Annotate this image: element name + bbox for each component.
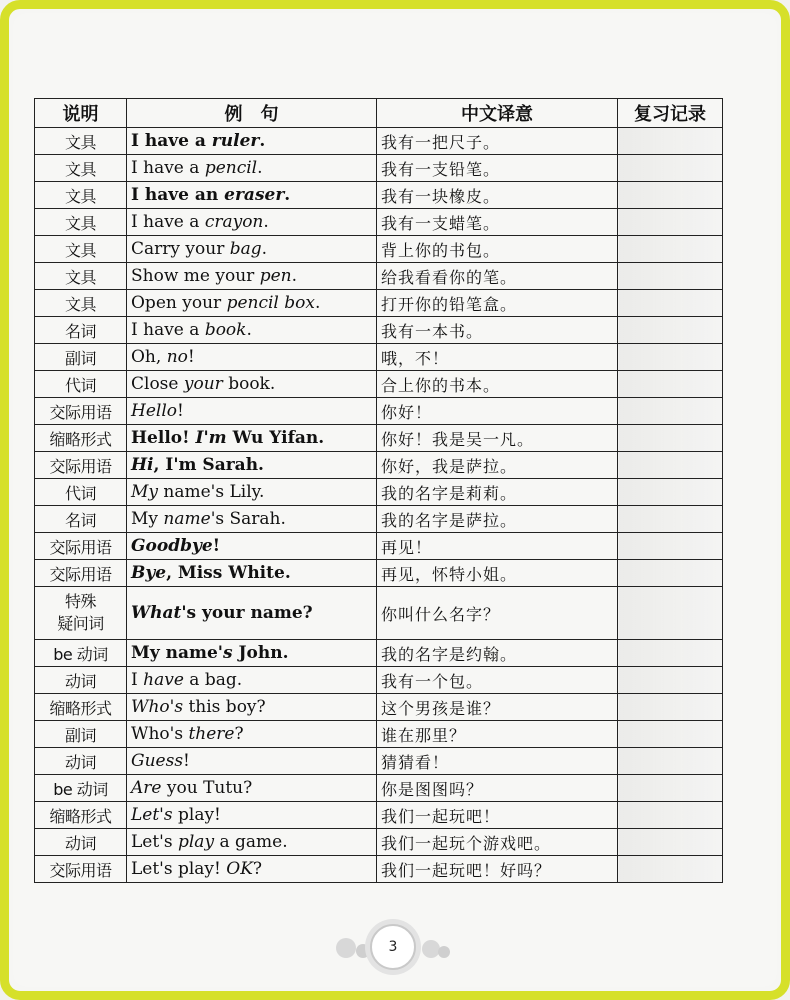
sentence-key-word: your [183,374,223,394]
sentence-suffix: . [263,212,269,232]
row-review-record [618,721,723,748]
row-review-record [618,317,723,344]
row-category: 交际用语 [35,856,127,883]
row-review-record [618,209,723,236]
sentence-suffix: , I'm Sarah. [153,455,264,475]
row-chinese-translation: 我们一起玩个游戏吧。 [377,829,618,856]
row-review-record [618,128,723,155]
sentence-prefix: Show me your [131,266,260,286]
page-number-badge [330,918,460,970]
row-example-sentence [127,694,377,721]
row-chinese-translation: 我的名字是约翰。 [377,640,618,667]
row-review-record [618,829,723,856]
row-review-record [618,479,723,506]
sentence-key-word: pencil box [226,293,315,313]
sentence-key-word: play [177,832,215,852]
row-chinese-translation: 背上你的书包。 [377,236,618,263]
sentence-key-word: 's [217,643,233,663]
row-example-sentence [127,829,377,856]
row-chinese-translation: 我有一个包。 [377,667,618,694]
sentence-suffix: . [246,320,252,340]
row-example-sentence [127,182,377,209]
row-chinese-translation: 这个男孩是谁？ [377,694,618,721]
table-row [35,694,723,721]
row-review-record [618,694,723,721]
row-example-sentence [127,209,377,236]
sentence-suffix: a bag. [183,670,243,690]
table-row [35,209,723,236]
row-chinese-translation: 我的名字是莉莉。 [377,479,618,506]
header-translation: 中文译意 [377,99,618,128]
sentence-suffix: . [284,185,291,205]
sentence-prefix: Oh, [131,347,167,367]
row-category: 副词 [35,344,127,371]
row-category: 文具 [35,236,127,263]
row-example-sentence [127,856,377,883]
row-chinese-translation: 我有一把尺子。 [377,128,618,155]
table-row [35,155,723,182]
row-review-record [618,398,723,425]
table-row [35,640,723,667]
row-review-record [618,182,723,209]
table-row [35,587,723,640]
row-review-record [618,344,723,371]
row-category: 名词 [35,506,127,533]
sentence-key-word: Are [131,778,162,798]
row-example-sentence [127,479,377,506]
row-chinese-translation: 哦，不！ [377,344,618,371]
sentence-prefix: Let's play! [131,859,227,879]
row-category: 缩略形式 [35,802,127,829]
row-review-record [618,263,723,290]
row-example-sentence [127,802,377,829]
row-category: 文具 [35,263,127,290]
table-row [35,829,723,856]
sentence-key-word: pencil [204,158,258,178]
row-review-record [618,667,723,694]
row-review-record [618,236,723,263]
sentence-key-word: have [143,670,184,690]
sentence-key-word: bag [229,239,262,259]
sentence-suffix: ! [187,347,195,367]
sentence-suffix: . [259,131,266,151]
table-row [35,290,723,317]
sentence-suffix: John. [232,643,289,663]
sentence-prefix: My name [131,643,218,663]
row-review-record [618,640,723,667]
row-category: 交际用语 [35,560,127,587]
row-review-record [618,371,723,398]
table-row [35,425,723,452]
table-row [35,802,723,829]
row-example-sentence [127,155,377,182]
row-category: 缩略形式 [35,694,127,721]
row-example-sentence [127,506,377,533]
decoration-bubble-icon [422,940,440,958]
sentence-key-word: Hi [131,455,154,475]
row-category: 缩略形式 [35,425,127,452]
table-row [35,479,723,506]
sentence-key-word: no [166,347,188,367]
header-review: 复习记录 [618,99,723,128]
row-review-record [618,856,723,883]
row-category: 代词 [35,371,127,398]
sentence-prefix: Close [131,374,184,394]
row-category: 动词 [35,748,127,775]
row-chinese-translation: 我有一支铅笔。 [377,155,618,182]
row-review-record [618,748,723,775]
sentence-key-word: Goodbye [131,536,213,556]
row-chinese-translation: 你叫什么名字？ [377,587,618,640]
header-note: 说明 [35,99,127,128]
sentence-suffix: 's your name? [181,603,313,623]
sentence-suffix: ? [234,724,244,744]
row-example-sentence [127,452,377,479]
row-example-sentence [127,640,377,667]
row-category: 文具 [35,155,127,182]
sentence-suffix: a game. [214,832,288,852]
row-chinese-translation: 再见！ [377,533,618,560]
sentence-prefix: My [131,509,164,529]
sentence-prefix: I [131,670,144,690]
sentence-prefix: I have a [131,320,205,340]
row-example-sentence [127,128,377,155]
row-example-sentence [127,317,377,344]
sentence-prefix: Who's [131,724,189,744]
row-example-sentence [127,721,377,748]
row-category: 文具 [35,128,127,155]
sentence-suffix: ! [177,401,184,421]
decoration-bubble-icon [336,938,356,958]
row-chinese-translation: 我的名字是萨拉。 [377,506,618,533]
sentence-prefix: I have a [131,158,205,178]
table-row [35,317,723,344]
sentence-suffix: play! [172,805,221,825]
row-category: 动词 [35,829,127,856]
row-review-record [618,452,723,479]
sentence-prefix: I have an [131,185,225,205]
row-review-record [618,290,723,317]
table-row [35,452,723,479]
sentence-key-word: pen [259,266,292,286]
table-row [35,128,723,155]
sentence-key-word: crayon [204,212,264,232]
sentence-suffix: . [257,158,263,178]
sentence-prefix: Hello! [131,428,196,448]
sentence-suffix: Wu Yifan. [226,428,325,448]
row-chinese-translation: 打开你的铅笔盒。 [377,290,618,317]
row-example-sentence [127,560,377,587]
decoration-bubble-icon [438,946,450,958]
sentence-suffix: you Tutu? [161,778,253,798]
row-chinese-translation: 再见，怀特小姐。 [377,560,618,587]
table-row [35,721,723,748]
sentence-suffix: book. [222,374,276,394]
sentence-key-word: OK [226,859,253,879]
sentence-key-word: ruler [211,131,260,151]
row-chinese-translation: 你好！ [377,398,618,425]
row-example-sentence [127,236,377,263]
row-review-record [618,533,723,560]
sentence-key-word: there [188,724,235,744]
sentence-suffix: . [291,266,297,286]
sentence-key-word: eraser [224,185,285,205]
decoration-bubble-icon [356,944,370,958]
sentence-key-word: name [163,509,211,529]
row-example-sentence [127,263,377,290]
row-chinese-translation: 给我看看你的笔。 [377,263,618,290]
table-row [35,371,723,398]
row-chinese-translation: 我有一本书。 [377,317,618,344]
row-review-record [618,775,723,802]
vocab-table-body [35,128,723,883]
sentence-suffix: . [261,239,268,259]
row-chinese-translation: 我们一起玩吧！ [377,802,618,829]
row-category: 副词 [35,721,127,748]
row-example-sentence [127,371,377,398]
row-category: 交际用语 [35,452,127,479]
row-example-sentence [127,290,377,317]
sentence-suffix: . [314,293,321,313]
sentence-prefix: Let's [131,832,178,852]
row-chinese-translation: 我们一起玩吧！好吗？ [377,856,618,883]
table-row [35,344,723,371]
table-row [35,506,723,533]
row-review-record [618,560,723,587]
row-category: 交际用语 [35,533,127,560]
row-example-sentence [127,533,377,560]
sentence-key-word: Let's [131,805,173,825]
sentence-suffix: ? [252,859,263,879]
table-row [35,398,723,425]
table-row [35,263,723,290]
row-category: 动词 [35,667,127,694]
row-review-record [618,506,723,533]
row-chinese-translation: 合上你的书本。 [377,371,618,398]
table-header-row [35,99,723,128]
row-category: 代词 [35,479,127,506]
row-review-record [618,155,723,182]
sentence-prefix: Carry your [131,239,230,259]
row-chinese-translation: 我有一支蜡笔。 [377,209,618,236]
row-chinese-translation: 我有一块橡皮。 [377,182,618,209]
table-row [35,856,723,883]
row-example-sentence [127,587,377,640]
row-chinese-translation: 谁在那里？ [377,721,618,748]
row-chinese-translation: 你好！我是吴一凡。 [377,425,618,452]
table-row [35,775,723,802]
sentence-key-word: I'm [195,428,227,448]
sentence-prefix: I have a [131,212,205,232]
table-row [35,533,723,560]
row-review-record [618,802,723,829]
row-example-sentence [127,667,377,694]
sentence-suffix: this boy? [183,697,266,717]
table-row [35,560,723,587]
row-example-sentence [127,425,377,452]
sentence-key-word: book [204,320,247,340]
sentence-suffix: name's Lily. [158,482,265,502]
table-row [35,748,723,775]
sentence-key-word: Hello [131,401,177,421]
row-example-sentence [127,398,377,425]
row-chinese-translation: 你是图图吗？ [377,775,618,802]
table-row [35,236,723,263]
row-category: be 动词 [35,640,127,667]
sentence-key-word: Who's [131,697,184,717]
row-category: 交际用语 [35,398,127,425]
row-category: be 动词 [35,775,127,802]
sentence-prefix: Open your [131,293,227,313]
row-category: 文具 [35,209,127,236]
row-example-sentence [127,748,377,775]
vocab-table [34,98,723,883]
sentence-key-word: What [131,603,182,623]
sentence-suffix: 's Sarah. [210,509,286,529]
row-review-record [618,425,723,452]
table-row [35,182,723,209]
table-row [35,667,723,694]
sentence-suffix: ! [212,536,221,556]
page-number: 3 [370,924,416,970]
sentence-suffix: ! [183,751,190,771]
sentence-prefix: I have a [131,131,212,151]
row-category: 文具 [35,290,127,317]
row-chinese-translation: 你好，我是萨拉。 [377,452,618,479]
row-category: 名词 [35,317,127,344]
row-example-sentence [127,344,377,371]
sentence-key-word: Guess [131,751,184,771]
row-category: 文具 [35,182,127,209]
header-example: 例 句 [127,99,377,128]
row-category: 特殊 疑问词 [35,587,127,640]
row-example-sentence [127,775,377,802]
sentence-key-word: My [131,482,159,502]
row-chinese-translation: 猜猜看！ [377,748,618,775]
sentence-key-word: Bye [131,563,167,583]
sentence-suffix: , Miss White. [166,563,291,583]
row-review-record [618,587,723,640]
